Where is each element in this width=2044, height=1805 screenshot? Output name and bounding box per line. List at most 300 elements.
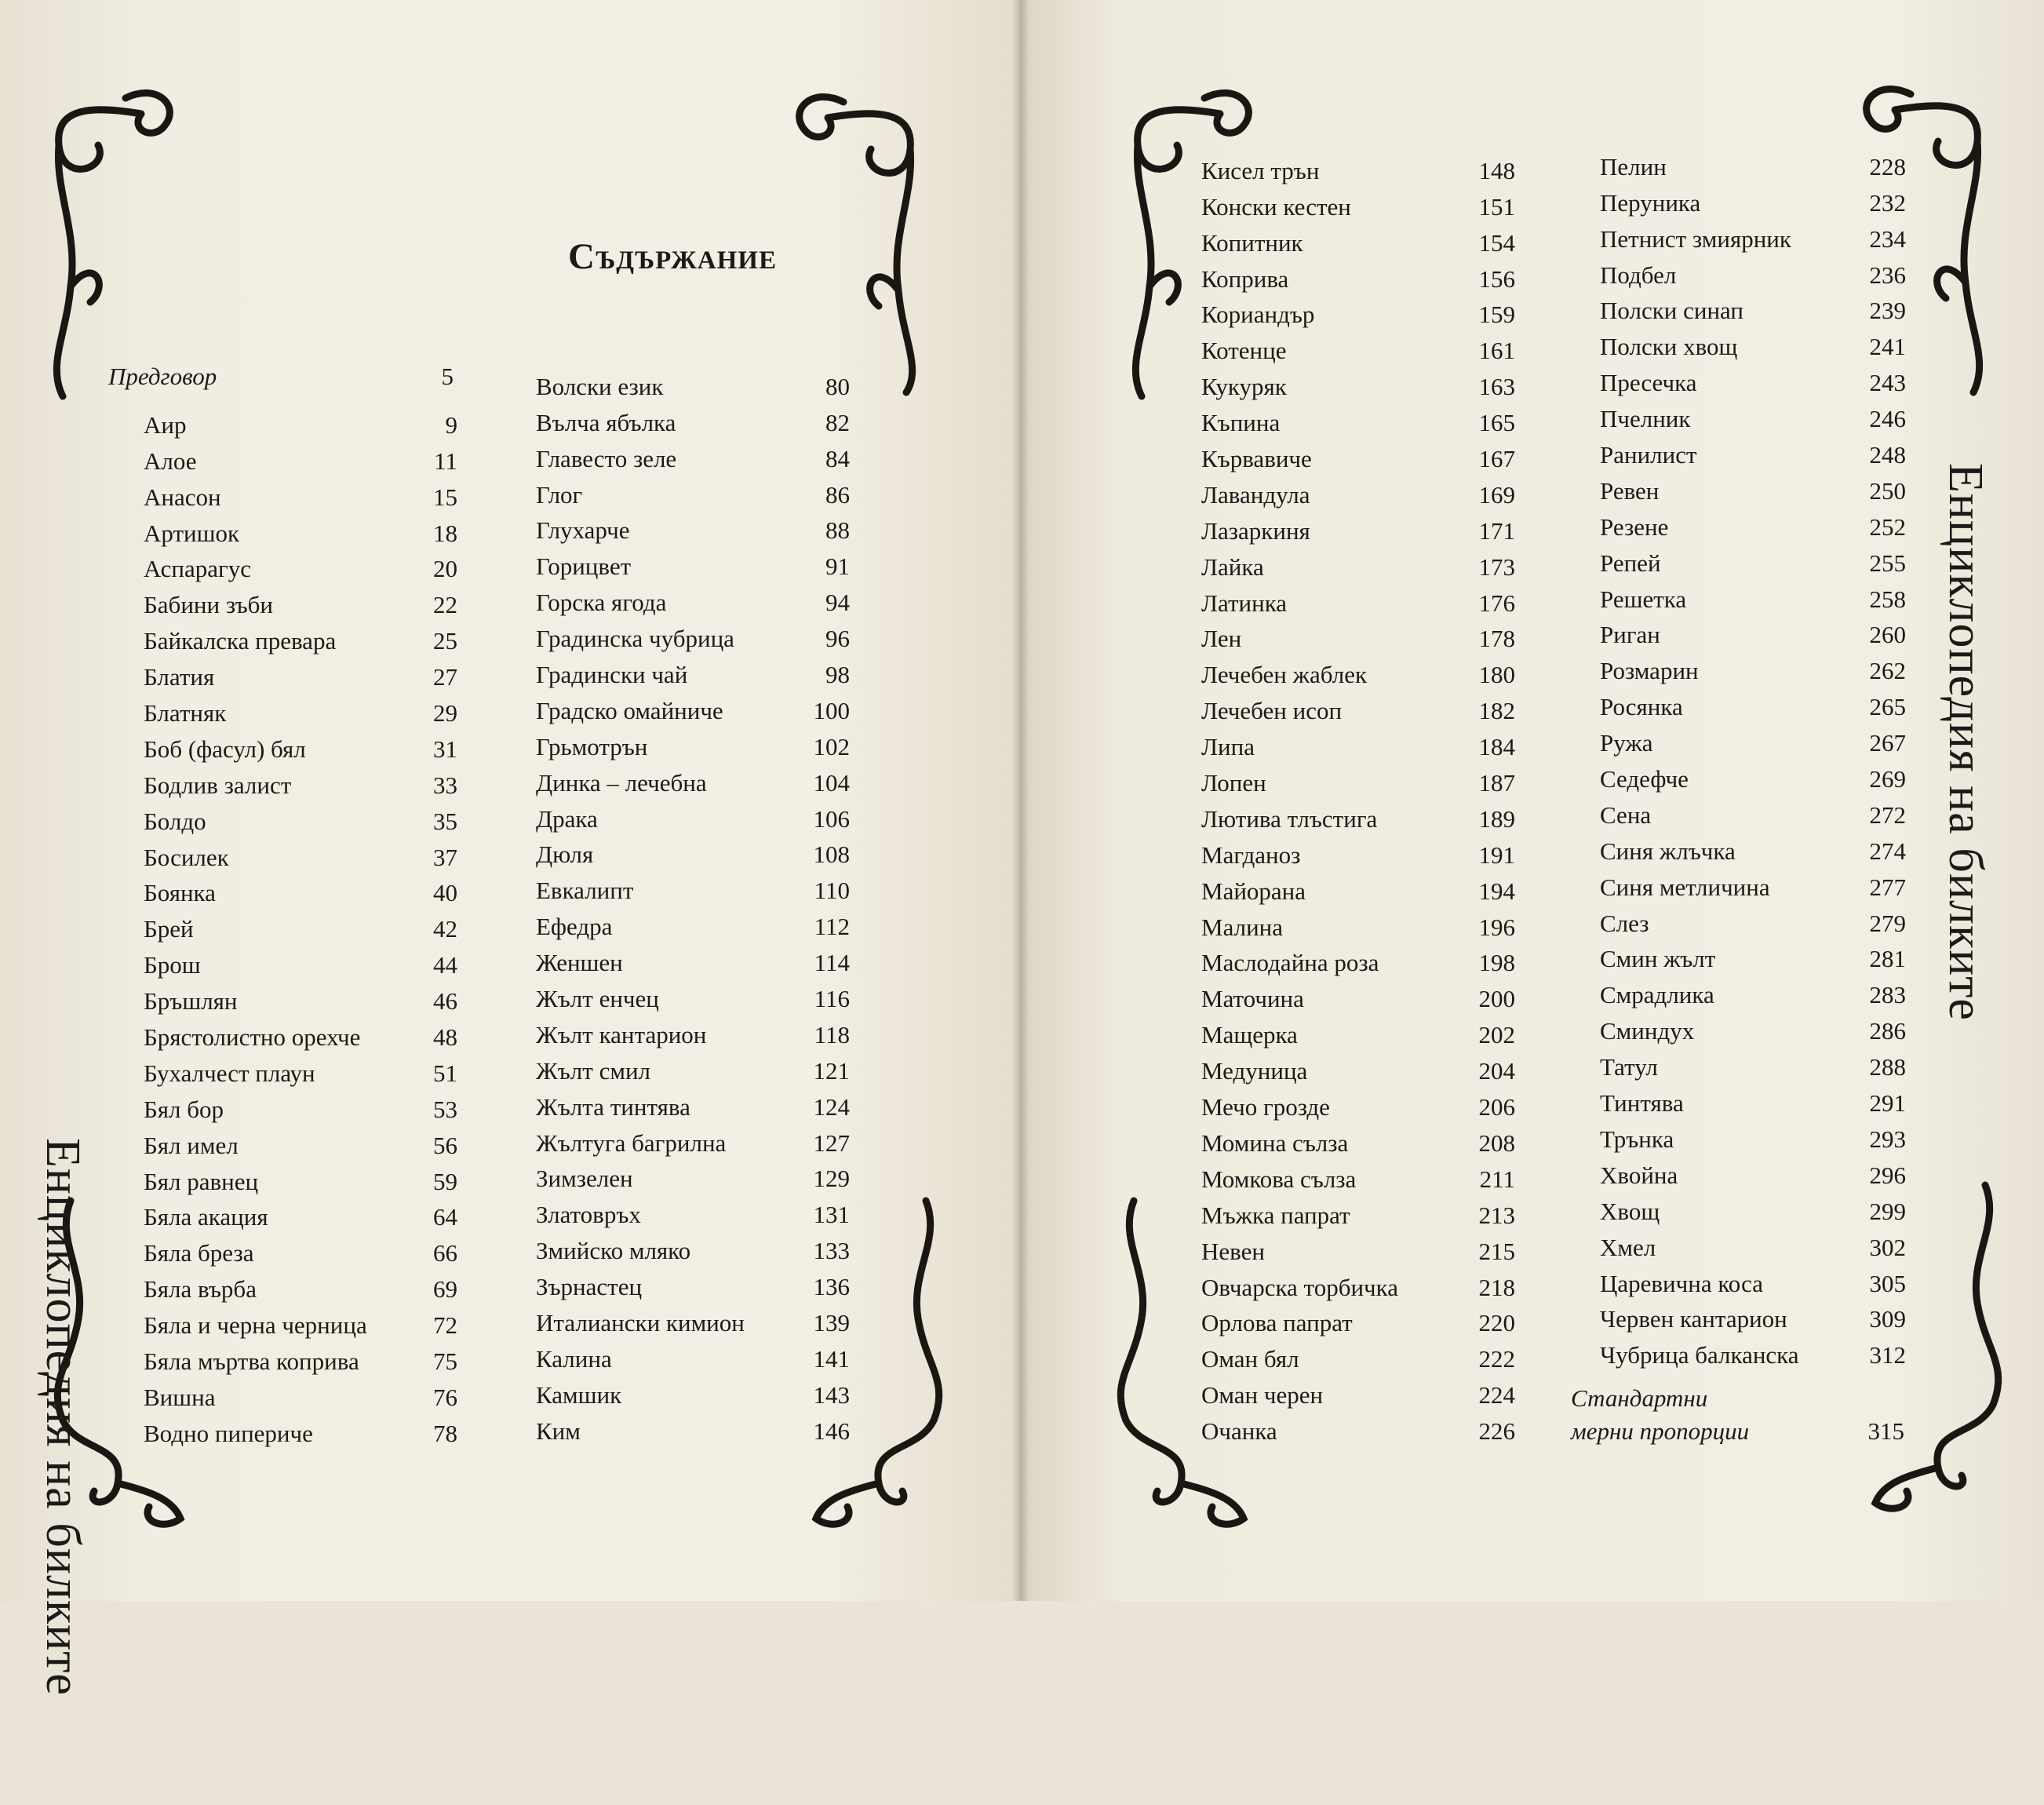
leader-dots bbox=[1690, 773, 1868, 789]
toc-entry bbox=[144, 1304, 457, 1340]
leader-dots bbox=[689, 669, 824, 684]
toc-entry-page: 252 bbox=[1869, 512, 1906, 541]
toc-entry bbox=[1201, 257, 1515, 294]
toc-entry bbox=[1201, 761, 1515, 797]
leader-dots bbox=[668, 596, 824, 612]
toc-entry-page: 114 bbox=[814, 949, 850, 977]
leader-dots bbox=[1302, 849, 1477, 865]
toc-entry bbox=[1600, 1262, 1906, 1298]
leader-dots bbox=[1305, 237, 1477, 253]
leader-dots bbox=[1696, 1025, 1867, 1041]
leader-dots bbox=[595, 848, 811, 864]
toc-entry-page: 20 bbox=[433, 555, 457, 583]
leader-dots bbox=[709, 777, 812, 793]
toc-entry bbox=[144, 1376, 457, 1412]
toc-entry-page: 131 bbox=[813, 1201, 850, 1229]
leader-dots bbox=[678, 453, 824, 469]
toc-entry-page: 127 bbox=[813, 1129, 850, 1157]
toc-entry bbox=[1201, 365, 1515, 401]
toc-entry-page: 267 bbox=[1869, 729, 1906, 757]
toc-entry-page: 302 bbox=[1869, 1233, 1906, 1261]
toc-entry bbox=[144, 655, 457, 691]
leader-dots bbox=[1772, 881, 1868, 897]
toc-entry-name: Полски синап bbox=[1600, 297, 1743, 325]
toc-entry-name: Бяла и черна черница bbox=[144, 1311, 367, 1340]
toc-entry-name: Жълта тинтява bbox=[536, 1092, 690, 1121]
toc-entry-name: Къпина bbox=[1201, 409, 1281, 437]
leader-dots bbox=[241, 527, 432, 543]
toc-entry bbox=[1201, 401, 1515, 437]
toc-entry-name: Бял бор bbox=[144, 1095, 224, 1123]
leader-dots bbox=[217, 1391, 432, 1407]
toc-entry-page: 293 bbox=[1869, 1125, 1906, 1153]
toc-entry-name: Лечебен исоп bbox=[1201, 697, 1343, 725]
leader-dots bbox=[1268, 777, 1477, 793]
toc-entry bbox=[536, 1121, 850, 1158]
toc-entry-name: Латинка bbox=[1201, 589, 1288, 617]
appendix-page: 315 bbox=[1867, 1417, 1904, 1445]
toc-entry-page: 96 bbox=[825, 625, 850, 653]
toc-entry-page: 66 bbox=[433, 1239, 457, 1267]
toc-entry-page: 198 bbox=[1478, 949, 1515, 977]
toc-entry bbox=[1201, 1230, 1515, 1266]
toc-entry-page: 236 bbox=[1869, 261, 1906, 289]
toc-entry-page: 220 bbox=[1478, 1309, 1515, 1337]
toc-entry-name: Сминдух bbox=[1600, 1017, 1695, 1045]
toc-entry-name: Орлова папрат bbox=[1201, 1309, 1353, 1337]
toc-entry bbox=[144, 943, 457, 979]
toc-entry-page: 215 bbox=[1478, 1237, 1515, 1265]
leader-dots bbox=[216, 671, 432, 687]
leader-dots bbox=[218, 370, 439, 386]
toc-entry-page: 29 bbox=[433, 699, 457, 727]
toc-entry-page: 159 bbox=[1478, 301, 1515, 329]
leader-dots bbox=[293, 779, 432, 795]
leader-dots bbox=[625, 957, 813, 972]
toc-entry-page: 31 bbox=[433, 735, 457, 763]
toc-entry-page: 182 bbox=[1478, 697, 1515, 725]
toc-entry bbox=[1600, 578, 1906, 614]
toc-entry-name: Розмарин bbox=[1600, 657, 1699, 685]
toc-entry bbox=[144, 1088, 457, 1124]
toc-entry bbox=[536, 725, 850, 761]
toc-entry-page: 169 bbox=[1478, 480, 1515, 509]
toc-entry-name: Маслодайна роза bbox=[1201, 949, 1379, 977]
toc-entry bbox=[1201, 294, 1515, 330]
toc-entry-page: 232 bbox=[1869, 188, 1906, 217]
toc-entry bbox=[1201, 653, 1515, 689]
leader-dots bbox=[1801, 1349, 1868, 1365]
toc-entry-page: 136 bbox=[813, 1273, 850, 1301]
leader-dots bbox=[240, 1140, 432, 1155]
toc-entry bbox=[144, 548, 457, 584]
toc-entry-name: Лечебен жаблек bbox=[1201, 661, 1368, 689]
leader-dots bbox=[1688, 593, 1867, 609]
toc-entry-name: Решетка bbox=[1600, 585, 1687, 613]
toc-entry-name: Смин жълт bbox=[1600, 945, 1716, 973]
leader-dots bbox=[692, 1245, 811, 1260]
toc-entry bbox=[536, 581, 850, 617]
toc-entry-page: 75 bbox=[433, 1347, 457, 1376]
toc-entry-name: Бял равнец bbox=[144, 1167, 259, 1195]
toc-entry-page: 116 bbox=[814, 985, 850, 1013]
leader-dots bbox=[652, 1065, 811, 1081]
toc-entry bbox=[1201, 1302, 1515, 1338]
toc-entry-page: 208 bbox=[1478, 1129, 1515, 1157]
toc-entry-name: Глухарче bbox=[536, 516, 630, 545]
leader-dots bbox=[1717, 953, 1867, 968]
toc-entry bbox=[536, 653, 850, 689]
toc-entry-page: 80 bbox=[825, 372, 850, 400]
leader-dots bbox=[260, 1176, 432, 1191]
toc-entry bbox=[1600, 1226, 1906, 1262]
toc-entry-page: 246 bbox=[1869, 405, 1906, 433]
toc-entry bbox=[1600, 830, 1906, 866]
toc-entry bbox=[1201, 1373, 1515, 1409]
toc-entry-page: 194 bbox=[1478, 877, 1515, 905]
toc-entry bbox=[1600, 1009, 1906, 1045]
leader-dots bbox=[1343, 705, 1477, 720]
toc-entry bbox=[1600, 938, 1906, 974]
leader-dots bbox=[1789, 1313, 1868, 1329]
toc-entry bbox=[144, 727, 457, 764]
toc-entry bbox=[1600, 1081, 1906, 1118]
toc-entry-name: Динка – лечебна bbox=[536, 768, 707, 797]
vertical-title-left: Енциклопедия на билките bbox=[36, 1138, 89, 1696]
toc-column-1 bbox=[144, 403, 457, 1448]
toc-entry-page: 211 bbox=[1479, 1165, 1515, 1193]
leader-dots bbox=[1301, 1353, 1477, 1369]
leader-dots bbox=[727, 1137, 811, 1153]
toc-entry bbox=[1201, 977, 1515, 1013]
toc-entry-page: 84 bbox=[825, 444, 850, 472]
toc-entry-page: 279 bbox=[1869, 909, 1906, 937]
toc-entry-page: 33 bbox=[433, 771, 457, 799]
toc-entry bbox=[536, 941, 850, 977]
toc-entry bbox=[1600, 325, 1906, 361]
toc-entry-page: 76 bbox=[433, 1383, 457, 1411]
toc-entry-name: Градински чай bbox=[536, 661, 688, 689]
toc-entry bbox=[536, 473, 850, 509]
toc-entry bbox=[144, 1196, 457, 1232]
toc-entry-page: 78 bbox=[433, 1419, 457, 1447]
toc-entry bbox=[536, 437, 850, 473]
leader-dots bbox=[599, 813, 812, 829]
toc-entry-name: Босилек bbox=[144, 843, 229, 871]
toc-entry-name: Болдо bbox=[144, 807, 206, 835]
leader-dots bbox=[361, 1355, 432, 1371]
toc-entry-page: 108 bbox=[813, 841, 850, 869]
toc-entry-name: Бръшлян bbox=[144, 987, 238, 1016]
toc-entry-page: 88 bbox=[825, 516, 850, 545]
leader-dots bbox=[188, 419, 443, 435]
leader-dots bbox=[258, 1283, 432, 1299]
book-gutter bbox=[1012, 0, 1029, 1601]
toc-entry bbox=[1600, 1045, 1906, 1081]
toc-entry-page: 222 bbox=[1478, 1345, 1515, 1373]
leader-dots bbox=[1332, 1101, 1477, 1117]
toc-entry bbox=[1201, 473, 1515, 509]
leader-dots bbox=[308, 743, 432, 759]
toc-entry-name: Евкалипт bbox=[536, 877, 634, 905]
toc-entry-name: Момкова сълза bbox=[1201, 1165, 1357, 1193]
toc-entry bbox=[1600, 1333, 1906, 1369]
leader-dots bbox=[231, 851, 432, 867]
leader-dots bbox=[208, 815, 432, 831]
leader-dots bbox=[1312, 525, 1477, 541]
toc-entry-page: 291 bbox=[1869, 1089, 1906, 1118]
toc-entry bbox=[144, 1412, 457, 1448]
toc-entry-page: 248 bbox=[1869, 441, 1906, 469]
toc-entry bbox=[1600, 1154, 1906, 1190]
toc-entry-name: Овчарска торбичка bbox=[1201, 1273, 1398, 1301]
toc-entry-page: 173 bbox=[1478, 552, 1515, 581]
toc-entry bbox=[536, 617, 850, 653]
appendix-line2: мерни пропорции bbox=[1571, 1417, 1750, 1445]
toc-entry-name: Майорана bbox=[1201, 877, 1306, 905]
toc-entry-name: Италиански кимион bbox=[536, 1309, 745, 1337]
toc-entry-name: Байкалска превара bbox=[144, 627, 337, 655]
leader-dots bbox=[202, 959, 432, 975]
toc-entry-page: 22 bbox=[433, 591, 457, 619]
toc-entry-name: Магданоз bbox=[1201, 841, 1301, 869]
toc-entry-page: 167 bbox=[1478, 445, 1515, 473]
toc-entry-name: Женшен bbox=[536, 949, 623, 977]
vertical-title-right: Енциклопедия на билките bbox=[1939, 463, 1992, 1021]
toc-entry bbox=[144, 872, 457, 908]
toc-entry-name: Бабини зъби bbox=[144, 591, 273, 619]
preface-page: 5 bbox=[441, 363, 454, 390]
toc-entry-page: 42 bbox=[433, 915, 457, 943]
toc-entry-name: Горска ягода bbox=[536, 589, 667, 617]
toc-entry bbox=[536, 1265, 850, 1301]
toc-entry bbox=[144, 403, 457, 439]
toc-entry bbox=[1201, 185, 1515, 221]
leader-dots bbox=[1793, 233, 1868, 249]
toc-entry-name: Ранилист bbox=[1600, 441, 1697, 469]
leader-dots bbox=[665, 381, 824, 396]
leader-dots bbox=[614, 1353, 812, 1369]
toc-entry-name: Копитник bbox=[1201, 228, 1303, 257]
toc-entry-page: 189 bbox=[1478, 804, 1515, 833]
toc-entry-name: Кисел трън bbox=[1201, 156, 1320, 184]
toc-entry-page: 91 bbox=[825, 552, 850, 581]
toc-entry-name: Бяла мъртва коприва bbox=[144, 1347, 359, 1376]
toc-entry-name: Глог bbox=[536, 480, 583, 509]
toc-entry-page: 309 bbox=[1869, 1305, 1906, 1333]
toc-entry-name: Мащерка bbox=[1201, 1021, 1298, 1049]
toc-entry-name: Малина bbox=[1201, 913, 1284, 941]
toc-entry bbox=[1201, 1121, 1515, 1158]
toc-entry-page: 146 bbox=[813, 1417, 850, 1445]
toc-entry bbox=[1201, 545, 1515, 582]
leader-dots bbox=[225, 1103, 432, 1119]
toc-entry bbox=[536, 833, 850, 870]
toc-entry-name: Хвощ bbox=[1600, 1197, 1660, 1225]
toc-entry bbox=[144, 800, 457, 836]
leader-dots bbox=[1281, 417, 1477, 432]
toc-entry-name: Кукуряк bbox=[1201, 373, 1287, 401]
toc-entry bbox=[536, 977, 850, 1013]
leader-dots bbox=[1309, 1065, 1477, 1081]
toc-entry-page: 82 bbox=[825, 408, 850, 436]
leader-dots bbox=[1699, 377, 1868, 392]
leader-dots bbox=[1352, 1209, 1477, 1225]
toc-entry bbox=[144, 836, 457, 872]
page-title: Съдържание bbox=[568, 236, 777, 277]
toc-entry-page: 286 bbox=[1869, 1017, 1906, 1045]
toc-entry bbox=[1600, 757, 1906, 793]
toc-entry-page: 46 bbox=[433, 987, 457, 1016]
toc-entry bbox=[1600, 793, 1906, 830]
toc-entry-page: 100 bbox=[813, 696, 850, 724]
toc-entry bbox=[536, 545, 850, 581]
toc-entry bbox=[536, 401, 850, 437]
toc-entry-name: Жълтуга багрилна bbox=[536, 1129, 727, 1157]
toc-entry-page: 133 bbox=[813, 1237, 850, 1265]
toc-entry-page: 48 bbox=[433, 1023, 457, 1052]
toc-entry bbox=[1201, 1013, 1515, 1049]
toc-entry bbox=[536, 1013, 850, 1049]
toc-entry-name: Златовръх bbox=[536, 1201, 641, 1229]
flourish-top-right-left-page-icon bbox=[789, 55, 945, 400]
leader-dots bbox=[1266, 1245, 1477, 1261]
toc-entry-name: Петнист змиярник bbox=[1600, 224, 1791, 253]
leader-dots bbox=[1324, 1389, 1477, 1405]
toc-entry-page: 196 bbox=[1478, 913, 1515, 941]
toc-entry-name: Коприва bbox=[1201, 264, 1289, 293]
toc-entry-name: Водно пиперичe bbox=[144, 1419, 313, 1447]
toc-entry-page: 176 bbox=[1478, 589, 1515, 617]
toc-entry-page: 243 bbox=[1869, 369, 1906, 397]
leader-dots bbox=[195, 923, 432, 939]
leader-dots bbox=[228, 707, 432, 723]
toc-entry-page: 171 bbox=[1478, 516, 1515, 545]
leader-dots bbox=[1739, 341, 1867, 356]
toc-entry-page: 59 bbox=[433, 1167, 457, 1195]
toc-entry bbox=[1201, 1085, 1515, 1121]
toc-entry bbox=[1600, 685, 1906, 721]
toc-entry bbox=[1201, 689, 1515, 725]
toc-entry bbox=[1600, 433, 1906, 469]
toc-entry-name: Бяла върба bbox=[144, 1275, 257, 1304]
leader-dots bbox=[1299, 1029, 1477, 1045]
toc-entry-name: Трънка bbox=[1600, 1125, 1674, 1153]
toc-entry-name: Брей bbox=[144, 915, 194, 943]
toc-entry-name: Лопен bbox=[1201, 769, 1266, 797]
toc-entry-page: 204 bbox=[1478, 1057, 1515, 1085]
toc-entry-name: Лайка bbox=[1201, 552, 1264, 581]
toc-entry-name: Очанка bbox=[1201, 1417, 1277, 1446]
leader-dots bbox=[1284, 921, 1477, 937]
toc-entry-name: Котенце bbox=[1201, 337, 1287, 365]
leader-dots bbox=[1243, 633, 1477, 648]
leader-dots bbox=[1679, 1169, 1867, 1185]
toc-entry-name: Росянка bbox=[1600, 693, 1683, 721]
toc-entry-name: Ружа bbox=[1600, 729, 1653, 757]
toc-entry-name: Пчелник bbox=[1600, 405, 1691, 433]
leader-dots bbox=[623, 1389, 811, 1405]
leader-dots bbox=[736, 633, 824, 648]
toc-entry-name: Ревен bbox=[1600, 476, 1660, 505]
toc-entry-name: Слез bbox=[1600, 909, 1649, 937]
toc-entry-page: 265 bbox=[1869, 693, 1906, 721]
toc-entry-name: Татул bbox=[1600, 1053, 1658, 1081]
toc-entry bbox=[536, 797, 850, 833]
leader-dots bbox=[1660, 485, 1867, 501]
leader-dots bbox=[643, 1209, 812, 1224]
toc-entry bbox=[1201, 329, 1515, 365]
toc-entry bbox=[1600, 866, 1906, 902]
leader-dots bbox=[649, 741, 811, 757]
toc-entry-page: 226 bbox=[1478, 1417, 1515, 1446]
toc-entry-name: Синя метличина bbox=[1600, 873, 1770, 901]
leader-dots bbox=[217, 887, 432, 902]
toc-entry bbox=[1201, 149, 1515, 185]
toc-entry bbox=[1201, 221, 1515, 257]
toc-entry-name: Сена bbox=[1600, 800, 1652, 829]
toc-entry bbox=[144, 439, 457, 476]
leader-dots bbox=[1675, 1133, 1867, 1149]
toc-entry bbox=[1600, 181, 1906, 217]
toc-entry bbox=[1600, 505, 1906, 542]
toc-entry bbox=[1201, 797, 1515, 833]
leader-dots bbox=[1700, 665, 1868, 680]
toc-entry-name: Ефедра bbox=[536, 913, 613, 941]
leader-dots bbox=[677, 417, 824, 432]
toc-entry-name: Пресечка bbox=[1600, 369, 1697, 397]
leader-dots bbox=[643, 1281, 811, 1296]
toc-entry bbox=[1201, 833, 1515, 870]
leader-dots bbox=[1685, 1097, 1868, 1113]
leader-dots bbox=[1678, 269, 1867, 285]
toc-entry bbox=[1600, 217, 1906, 253]
toc-entry-page: 27 bbox=[433, 663, 457, 691]
toc-entry-page: 141 bbox=[813, 1344, 850, 1373]
leader-dots bbox=[1313, 453, 1477, 469]
toc-entry-page: 283 bbox=[1869, 981, 1906, 1009]
toc-entry bbox=[536, 1158, 850, 1194]
toc-entry-name: Оман черен bbox=[1201, 1381, 1324, 1409]
toc-entry-page: 277 bbox=[1869, 873, 1906, 901]
toc-entry bbox=[1201, 725, 1515, 761]
leader-dots bbox=[255, 1247, 432, 1263]
toc-column-2 bbox=[536, 365, 850, 1446]
leader-dots bbox=[1288, 597, 1477, 613]
toc-entry-name: Пелин bbox=[1600, 152, 1667, 180]
toc-entry-name: Червен кантарион bbox=[1600, 1305, 1787, 1333]
leader-dots bbox=[315, 1428, 432, 1443]
toc-entry bbox=[1600, 253, 1906, 290]
toc-entry-name: Лавандула bbox=[1201, 480, 1310, 509]
leader-dots bbox=[317, 1067, 432, 1083]
toc-entry-name: Зимзелен bbox=[536, 1165, 633, 1193]
toc-entry-name: Царевична коса bbox=[1600, 1269, 1763, 1297]
toc-entry-name: Драка bbox=[536, 804, 598, 833]
toc-entry-name: Лазаркиня bbox=[1201, 516, 1310, 545]
toc-entry-name: Артишок bbox=[144, 519, 240, 547]
toc-entry-name: Вълча ябълка bbox=[536, 408, 676, 436]
toc-entry-name: Змийско мляко bbox=[536, 1237, 691, 1265]
leader-dots bbox=[1651, 917, 1868, 933]
toc-entry bbox=[1600, 649, 1906, 685]
preface-entry bbox=[108, 363, 454, 391]
toc-entry-name: Грьмотрън bbox=[536, 732, 648, 760]
toc-entry bbox=[1600, 614, 1906, 650]
leader-dots bbox=[1279, 1425, 1477, 1441]
toc-entry-name: Бухалчест плаун bbox=[144, 1059, 315, 1087]
toc-entry-page: 200 bbox=[1478, 985, 1515, 1013]
